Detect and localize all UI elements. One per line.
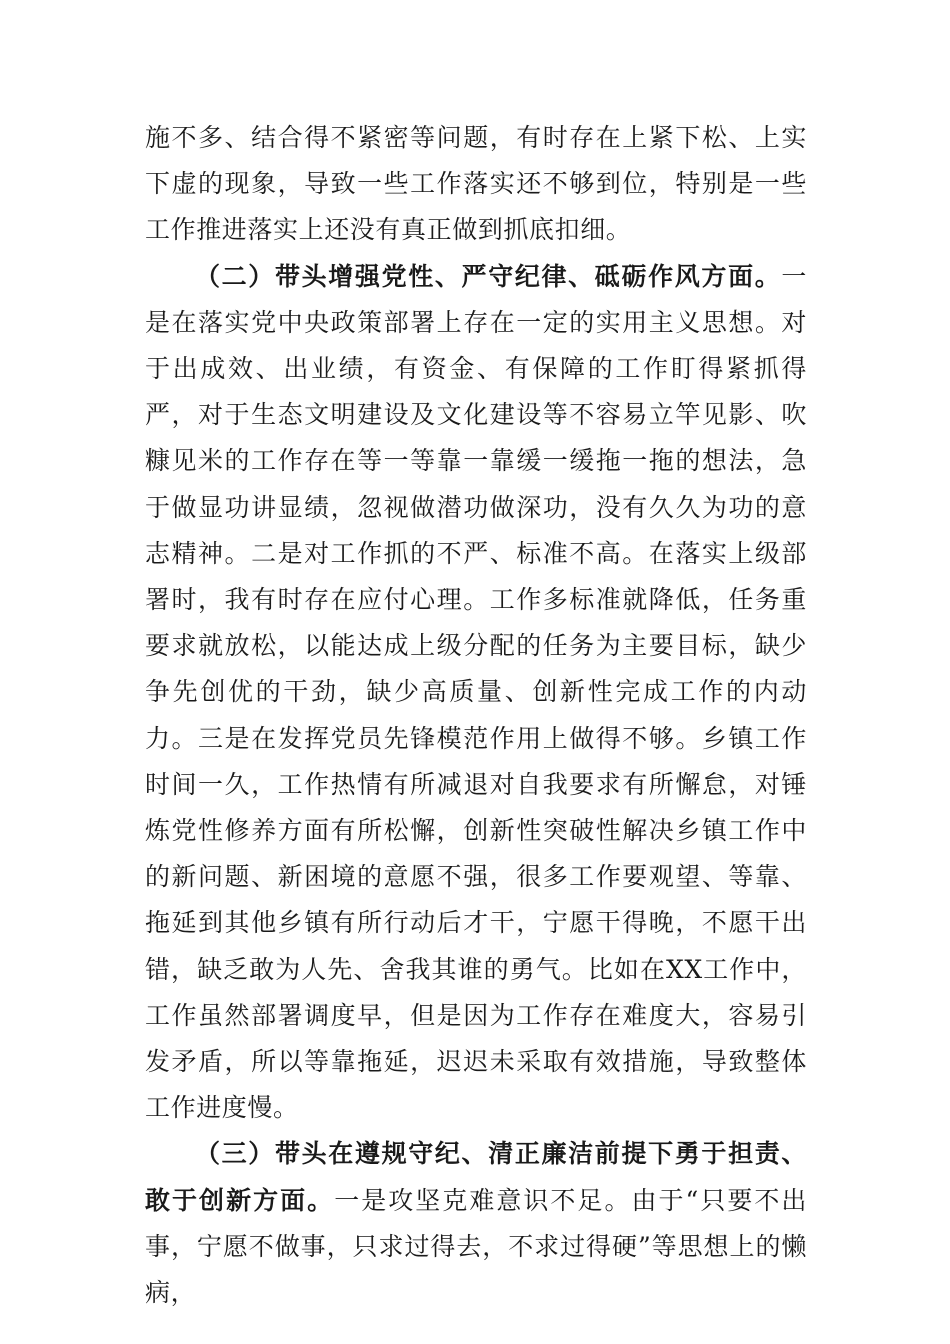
paragraph-text: 一是攻坚克难意识不足。由于“只要不出事，宁愿不做事，只求过得去，不求过得硬”等思想上的懒病， bbox=[145, 1185, 807, 1308]
paragraph-section-3 bbox=[145, 1131, 807, 1316]
section-heading: （二）带头增强党性、严守纪律、砥砺作风方面。 bbox=[195, 261, 782, 291]
section-heading: （三）带头在遵规守纪、清正廉洁前提下勇于担责、敢于创新方面。 bbox=[145, 1139, 807, 1215]
paragraph-section-2 bbox=[145, 254, 807, 1132]
paragraph-text: 一是在落实党中央政策部署上存在一定的实用主义思想。对于出成效、出业绩，有资金、有保障的工作盯得紧抓得严，对于生态文明建设及文化建设等不容易立竿见影、吹糠见米的工作存在等一等靠一靠缓一缓拖一拖的想法，急于做显功讲显绩，忽视做潜功做深功，没有久久为功的意志精神。二是对工作抓的不严、标准不高。在落实上级部署时，我有时存在应付心理。工作多标准就降低，任务重要求就放松，以能达成上级分配的任务为主要目标，缺少争先创优的干劲，缺少高质量、创新性完成工作的内动力。三是在发挥党员先锋模范作用上做得不够。乡镇工作时间一久，工作热情有所减退对自我要求有所懈怠，对锤炼党性修养方面有所松懈，创新性突破性解决乡镇工作中的新问题、新困境的意愿不强，很多工作要观望、等靠、拖延到其他乡镇有所行动后才干，宁愿干得晚，不愿干出错，缺乏敢为人先、舍我其谁的勇气。比如在XX工作中，工作虽然部署调度早，但是因为工作存在难度大，容易引发矛盾，所以等靠拖延，迟迟未采取有效措施，导致整体工作进度慢。 bbox=[145, 261, 807, 1123]
paragraph-text: 施不多、结合得不紧密等问题，有时存在上紧下松、上实下虚的现象，导致一些工作落实还不够到位，特别是一些工作推进落实上还没有真正做到抓底扣细。 bbox=[145, 123, 807, 245]
document-page bbox=[145, 115, 807, 1316]
paragraph-continuation bbox=[145, 115, 807, 254]
